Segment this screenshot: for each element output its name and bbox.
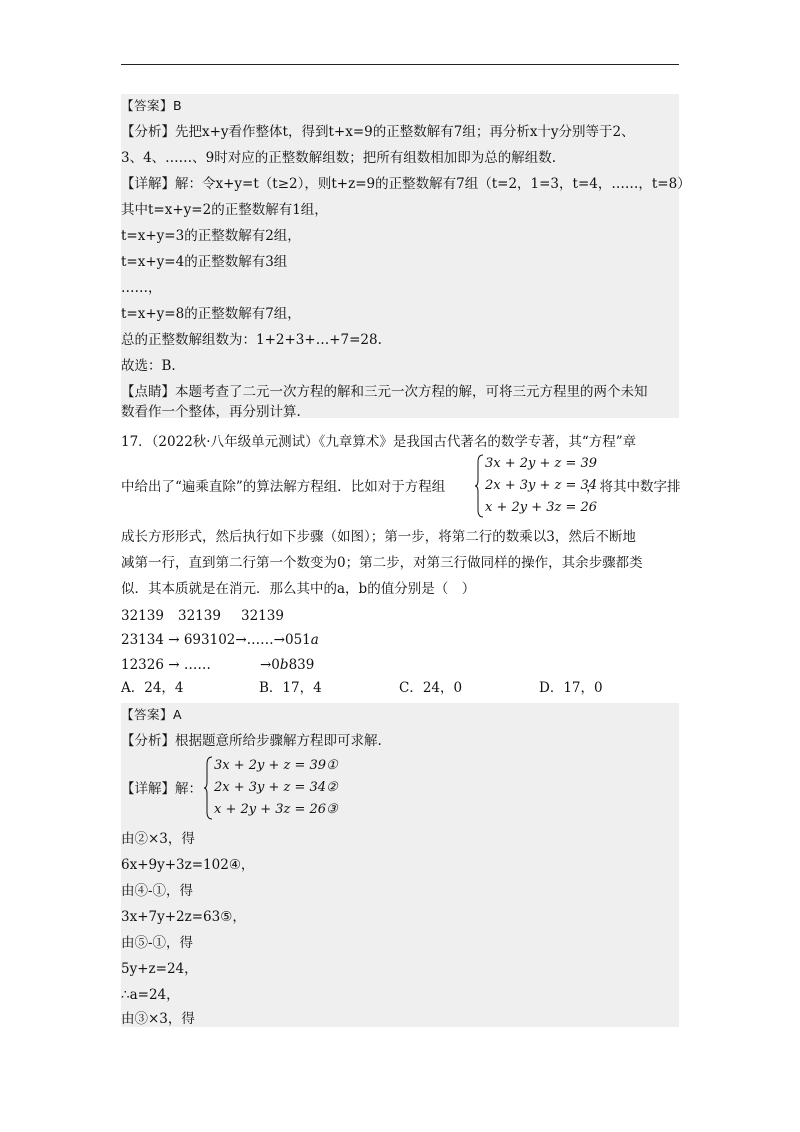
detail-line: 【详解】解：令x+y=t（t≥2），则t+z=9的正整数解有7组（t=2，1=3，t=4，……，t=8） — [121, 176, 691, 192]
option-c: C．24，0 — [399, 680, 463, 696]
detail-label: 【详解】解： — [121, 781, 202, 797]
grid-row — [260, 655, 314, 675]
comment-line: 数看作一个整体，再分别计算. — [121, 404, 301, 420]
option-a: A．24，4 — [121, 680, 184, 696]
step-line: 由⑤-①，得 — [121, 935, 194, 951]
equation-row: 3x + 2y + z = 39 — [485, 456, 598, 471]
detail-line: 故选：B. — [121, 358, 176, 374]
detail-line: ……， — [121, 280, 162, 296]
grid-cell: 32139 — [121, 608, 164, 624]
step-line: 6x+9y+3z=102④， — [121, 857, 255, 873]
equation-system — [203, 756, 338, 820]
analysis-line: 【分析】根据题意所给步骤解方程即可求解. — [121, 733, 382, 749]
equation-row: x + 2y + 3z = 26③ — [214, 802, 338, 817]
equation-row: 3x + 2y + z = 39① — [214, 758, 338, 773]
question-17-line: 似．其本质就是在消元．那么其中的a，b的值分别是（ ） — [121, 581, 476, 597]
equation-system — [474, 454, 598, 518]
grid-cell: 12326 → …… — [121, 657, 211, 673]
step-line: 由②×3，得 — [121, 831, 195, 847]
equation-row: x + 2y + 3z = 26 — [485, 500, 598, 515]
grid-variable: b — [279, 657, 289, 673]
question-17-line: 成长方形形式，然后执行如下步骤（如图）；第一步，将第二行的数乘以3，然后不断地 — [121, 529, 636, 545]
question-17-line: 减第一行，直到第二行第一个数变为0；第二步，对第三行做同样的操作，其余步骤都类 — [121, 555, 643, 571]
question-17-line: 17．（2022秋·八年级单元测试）《九章算术》是我国古代著名的数学专著，其“方程”章 — [121, 434, 637, 450]
step-line: ∴a=24， — [121, 987, 180, 1003]
left-brace-icon — [474, 454, 484, 518]
step-line: 由④-①，得 — [121, 883, 194, 899]
step-line: 5y+z=24， — [121, 961, 198, 977]
grid-text: 839 — [288, 657, 315, 673]
option-b: B．17，4 — [259, 680, 322, 696]
detail-line: t=x+y=8的正整数解有7组， — [121, 306, 301, 322]
grid-cell: 32139 — [241, 608, 284, 624]
equation-row: 2x + 3y + z = 34② — [214, 780, 338, 795]
detail-line: 其中t=x+y=2的正整数解有1组， — [121, 202, 328, 218]
header-rule — [121, 64, 679, 65]
grid-row — [121, 630, 319, 650]
detail-line: t=x+y=3的正整数解有2组， — [121, 228, 301, 244]
option-d: D．17，0 — [539, 680, 603, 696]
grid-text: →0 — [260, 657, 280, 673]
step-line: 3x+7y+2z=63⑤， — [121, 909, 246, 925]
analysis-line: 3、4、……、9时对应的正整数解组数；把所有组数相加即为总的解组数. — [121, 150, 557, 166]
answer-label: 【答案】A — [121, 707, 183, 722]
answer-label: 【答案】B — [121, 98, 183, 113]
analysis-line: 【分析】先把x+y看作整体t，得到t+x=9的正整数解有7组；再分析x十y分别等于2、 — [121, 124, 635, 140]
grid-variable: a — [310, 632, 319, 648]
grid-cell: 32139 — [178, 608, 221, 624]
equation-row: 2x + 3y + z = 34 — [485, 478, 598, 493]
detail-line: 总的正整数解组数为：1+2+3+…+7=28. — [121, 332, 382, 348]
grid-text: 23134 → 693102→……→051 — [121, 632, 311, 648]
step-line: 由③×3，得 — [121, 1011, 195, 1027]
comment-line: 【点睛】本题考查了二元一次方程的解和三元一次方程的解，可将三元方程里的两个未知 — [121, 384, 648, 400]
detail-line: t=x+y=4的正整数解有3组 — [121, 254, 288, 270]
question-17-line: 中给出了“遍乘直除”的算法解方程组．比如对于方程组 — [121, 479, 446, 495]
question-17-line: ，将其中数字排 — [586, 479, 681, 495]
left-brace-icon — [203, 756, 213, 820]
